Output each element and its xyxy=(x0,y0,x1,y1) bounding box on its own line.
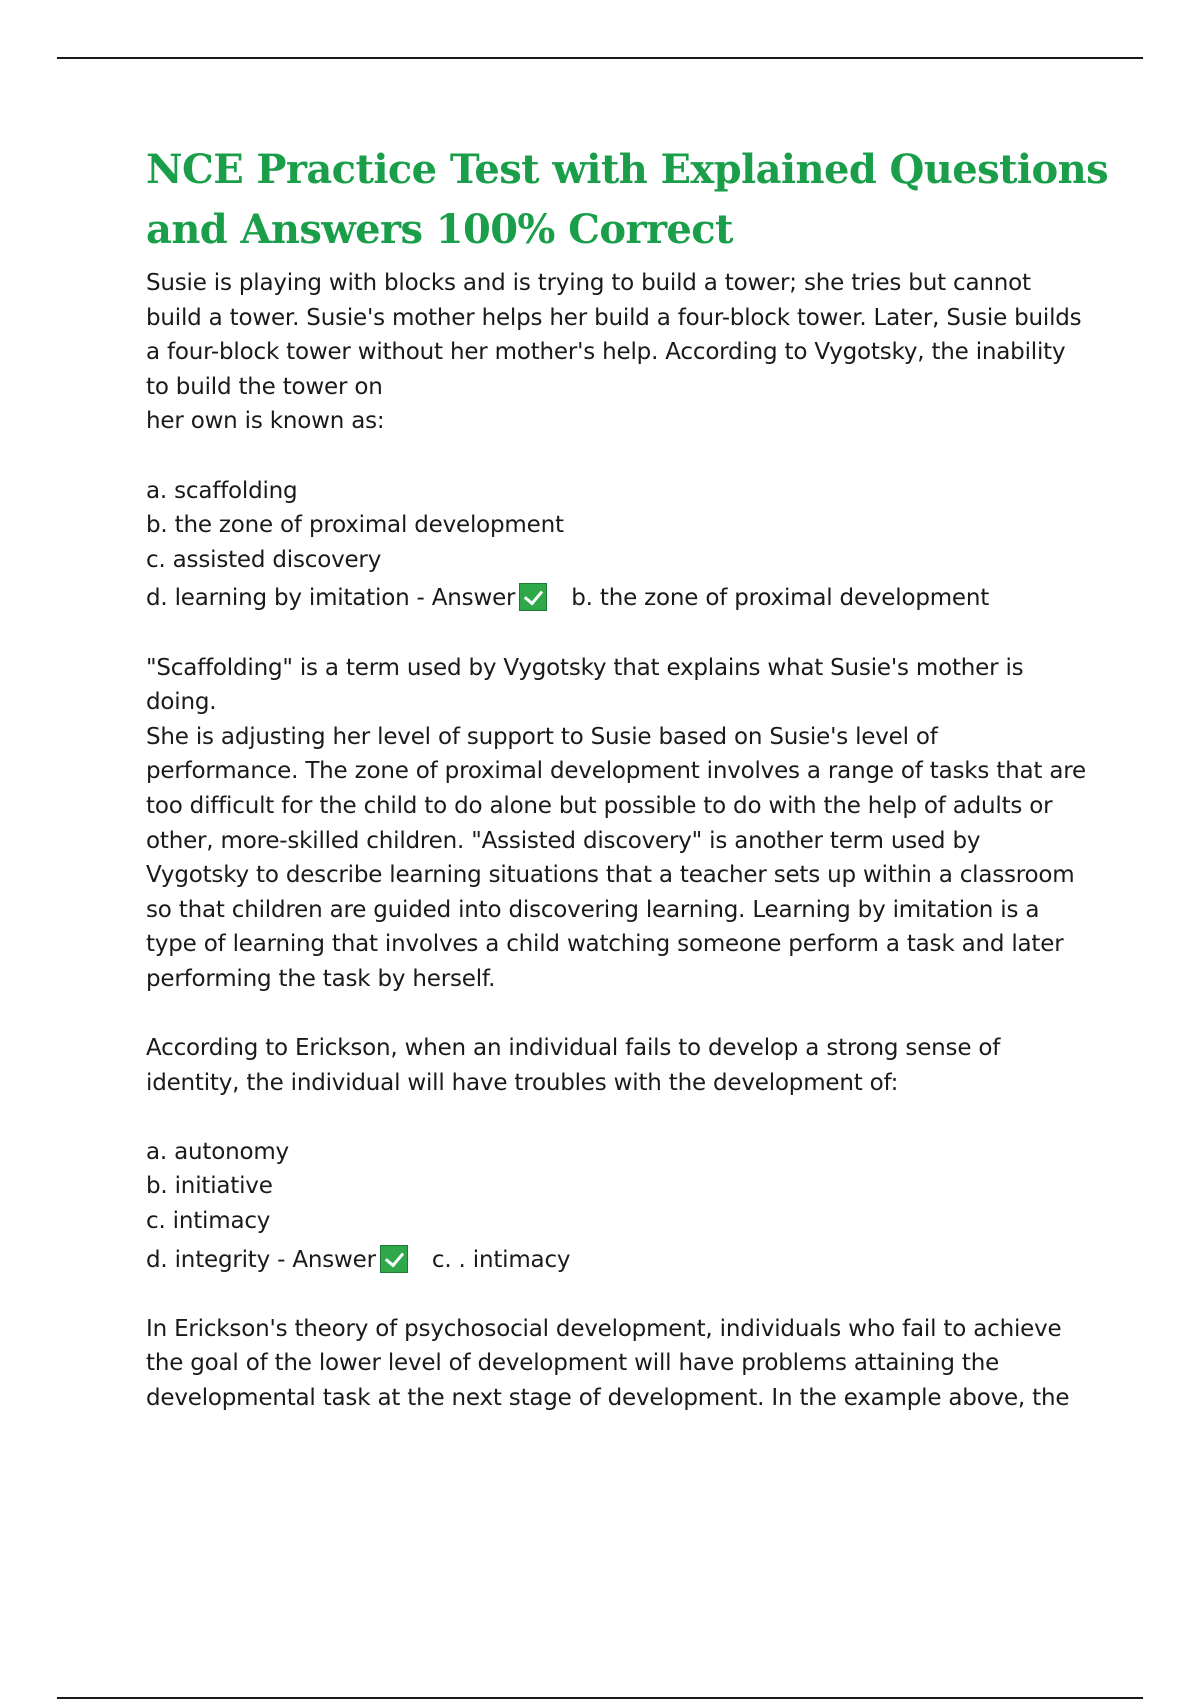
header-rule xyxy=(57,57,1143,59)
explanation-line: type of learning that involves a child watching someone perform a task and later xyxy=(146,931,1064,958)
option-d: d. learning by imitation - Answer xyxy=(146,585,516,612)
explanation-line: In Erickson's theory of psychosocial development, individuals who fail to achieve xyxy=(146,1315,1062,1342)
explanation-line: too difficult for the child to do alone but possible to do with the help of adults or xyxy=(146,792,1053,819)
option-d-with-answer xyxy=(146,1243,1096,1278)
stem-line: her own is known as: xyxy=(146,408,385,435)
question-2-options xyxy=(146,1135,1096,1277)
explanation-line: the goal of the lower level of development will have problems attaining the xyxy=(146,1350,1000,1377)
answer-text: c. . intimacy xyxy=(431,1246,571,1273)
stem-line: Susie is playing with blocks and is trying to build a tower; she tries but cannot xyxy=(146,270,1031,296)
check-icon xyxy=(380,1245,408,1273)
stem-line: identity, the individual will have troubles with the development of: xyxy=(146,1069,899,1096)
stem-line: build a tower. Susie's mother helps her build a four-block tower. Later, Susie builds xyxy=(146,304,1082,331)
explanation-line: performing the task by herself. xyxy=(146,965,496,992)
answer-text: b. the zone of proximal development xyxy=(571,585,990,612)
document-page xyxy=(146,140,1108,1416)
document-title xyxy=(146,140,1108,260)
option-b: b. the zone of proximal development xyxy=(146,512,564,539)
explanation-line: She is adjusting her level of support to Susie based on Susie's level of xyxy=(146,723,938,750)
option-b: b. initiative xyxy=(146,1173,273,1200)
explanation-line: doing. xyxy=(146,689,217,716)
option-c: c. intimacy xyxy=(146,1208,271,1235)
question-1-options xyxy=(146,474,1096,616)
question-1-explanation xyxy=(146,651,1096,997)
question-2-stem xyxy=(146,1031,1096,1100)
option-c: c. assisted discovery xyxy=(146,546,382,573)
stem-line: to build the tower on xyxy=(146,373,383,400)
option-a: a. autonomy xyxy=(146,1138,289,1165)
title-line-2: and Answers 100% Correct xyxy=(146,206,733,253)
footer-rule xyxy=(57,1697,1143,1699)
explanation-line: other, more-skilled children. "Assisted discovery" is another term used by xyxy=(146,827,981,854)
explanation-line: Vygotsky to describe learning situations that a teacher sets up within a classroom xyxy=(146,862,1075,889)
question-1 xyxy=(146,266,1096,996)
explanation-line: so that children are guided into discovering learning. Learning by imitation is a xyxy=(146,896,1040,923)
stem-line: According to Erickson, when an individual fails to develop a strong sense of xyxy=(146,1035,1001,1062)
option-d: d. integrity - Answer xyxy=(146,1246,376,1273)
question-2-explanation xyxy=(146,1312,1096,1416)
title-line-1: NCE Practice Test with Explained Questions xyxy=(146,146,1108,193)
explanation-line: "Scaffolding" is a term used by Vygotsky that explains what Susie's mother is xyxy=(146,654,1024,681)
explanation-line: performance. The zone of proximal development involves a range of tasks that are xyxy=(146,758,1086,785)
stem-line: a four-block tower without her mother's help. According to Vygotsky, the inability xyxy=(146,339,1066,366)
option-d-with-answer xyxy=(146,581,1096,616)
explanation-line: developmental task at the next stage of development. In the example above, the xyxy=(146,1385,1070,1411)
check-icon xyxy=(519,583,547,611)
question-2 xyxy=(146,1031,1096,1416)
option-a: a. scaffolding xyxy=(146,477,298,504)
question-1-stem xyxy=(146,266,1096,439)
